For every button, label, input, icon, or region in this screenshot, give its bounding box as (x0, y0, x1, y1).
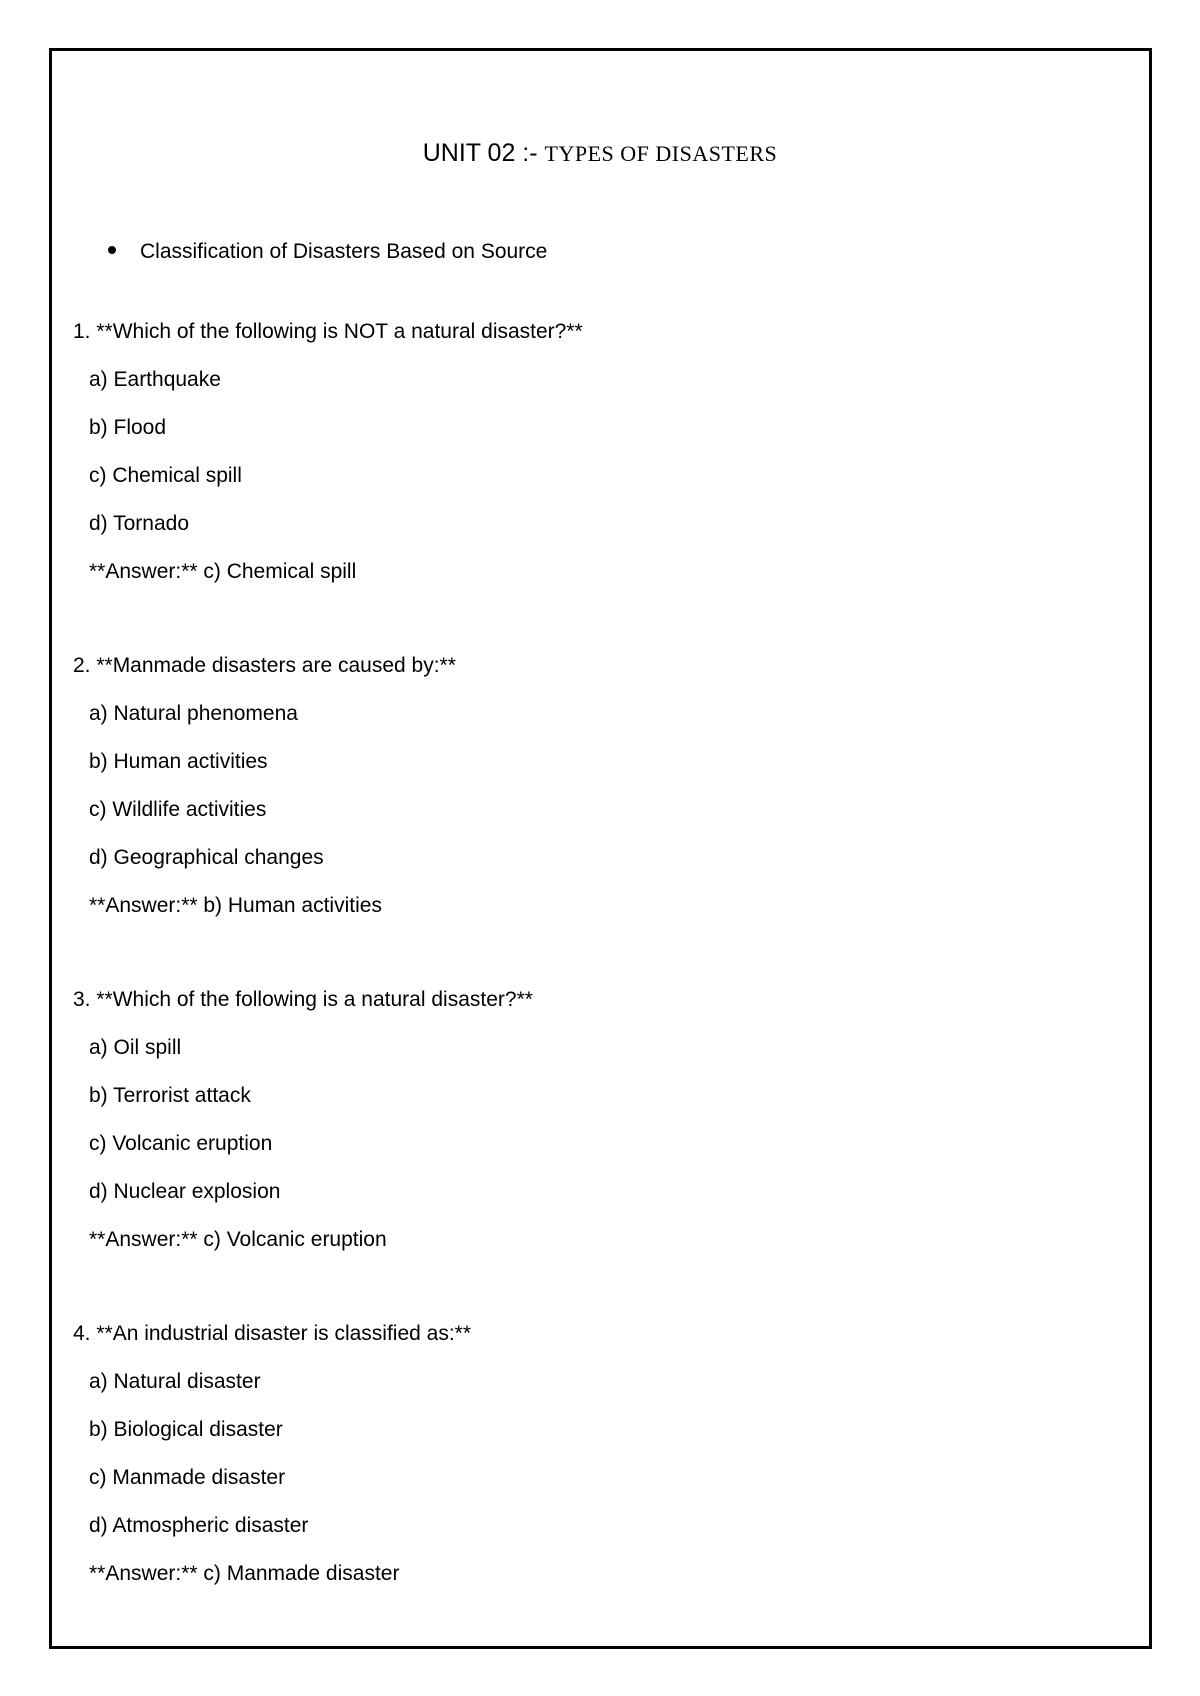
question-text: 3. **Which of the following is a natural disaster?** (73, 988, 533, 1011)
option-d: d) Nuclear explosion (89, 1180, 281, 1203)
answer-text: **Answer:** c) Manmade disaster (89, 1562, 400, 1585)
section-heading: Classification of Disasters Based on Source (140, 240, 548, 263)
question-block (73, 652, 1133, 940)
option-b: b) Terrorist attack (89, 1084, 251, 1107)
answer-text: **Answer:** c) Volcanic eruption (89, 1228, 387, 1251)
question-text: 1. **Which of the following is NOT a natural disaster?** (73, 320, 583, 343)
question-block (73, 318, 1133, 606)
option-d: d) Tornado (89, 512, 190, 535)
option-c: c) Manmade disaster (89, 1466, 286, 1489)
option-b: b) Biological disaster (89, 1418, 283, 1441)
option-d: d) Atmospheric disaster (89, 1514, 309, 1537)
page-title (0, 138, 1200, 169)
title-topic: TYPES OF DISASTERS (544, 141, 778, 166)
question-block (73, 986, 1133, 1274)
question-list (73, 318, 1133, 1654)
answer-text: **Answer:** c) Chemical spill (89, 560, 357, 583)
question-block (73, 1320, 1133, 1608)
question-text: 4. **An industrial disaster is classified as:** (73, 1322, 472, 1345)
answer-text: **Answer:** b) Human activities (89, 894, 382, 917)
option-c: c) Volcanic eruption (89, 1132, 273, 1155)
option-a: a) Oil spill (89, 1036, 182, 1059)
question-text: 2. **Manmade disasters are caused by:** (73, 654, 456, 677)
option-c: c) Wildlife activities (89, 798, 267, 821)
title-unit: UNIT 02 :- (422, 139, 538, 167)
option-a: a) Natural disaster (89, 1370, 261, 1393)
section-bullet (108, 238, 547, 266)
option-d: d) Geographical changes (89, 846, 324, 869)
option-a: a) Natural phenomena (89, 702, 298, 725)
option-b: b) Human activities (89, 750, 268, 773)
option-c: c) Chemical spill (89, 464, 242, 487)
bullet-icon (108, 246, 116, 254)
option-b: b) Flood (89, 416, 167, 439)
option-a: a) Earthquake (89, 368, 221, 391)
